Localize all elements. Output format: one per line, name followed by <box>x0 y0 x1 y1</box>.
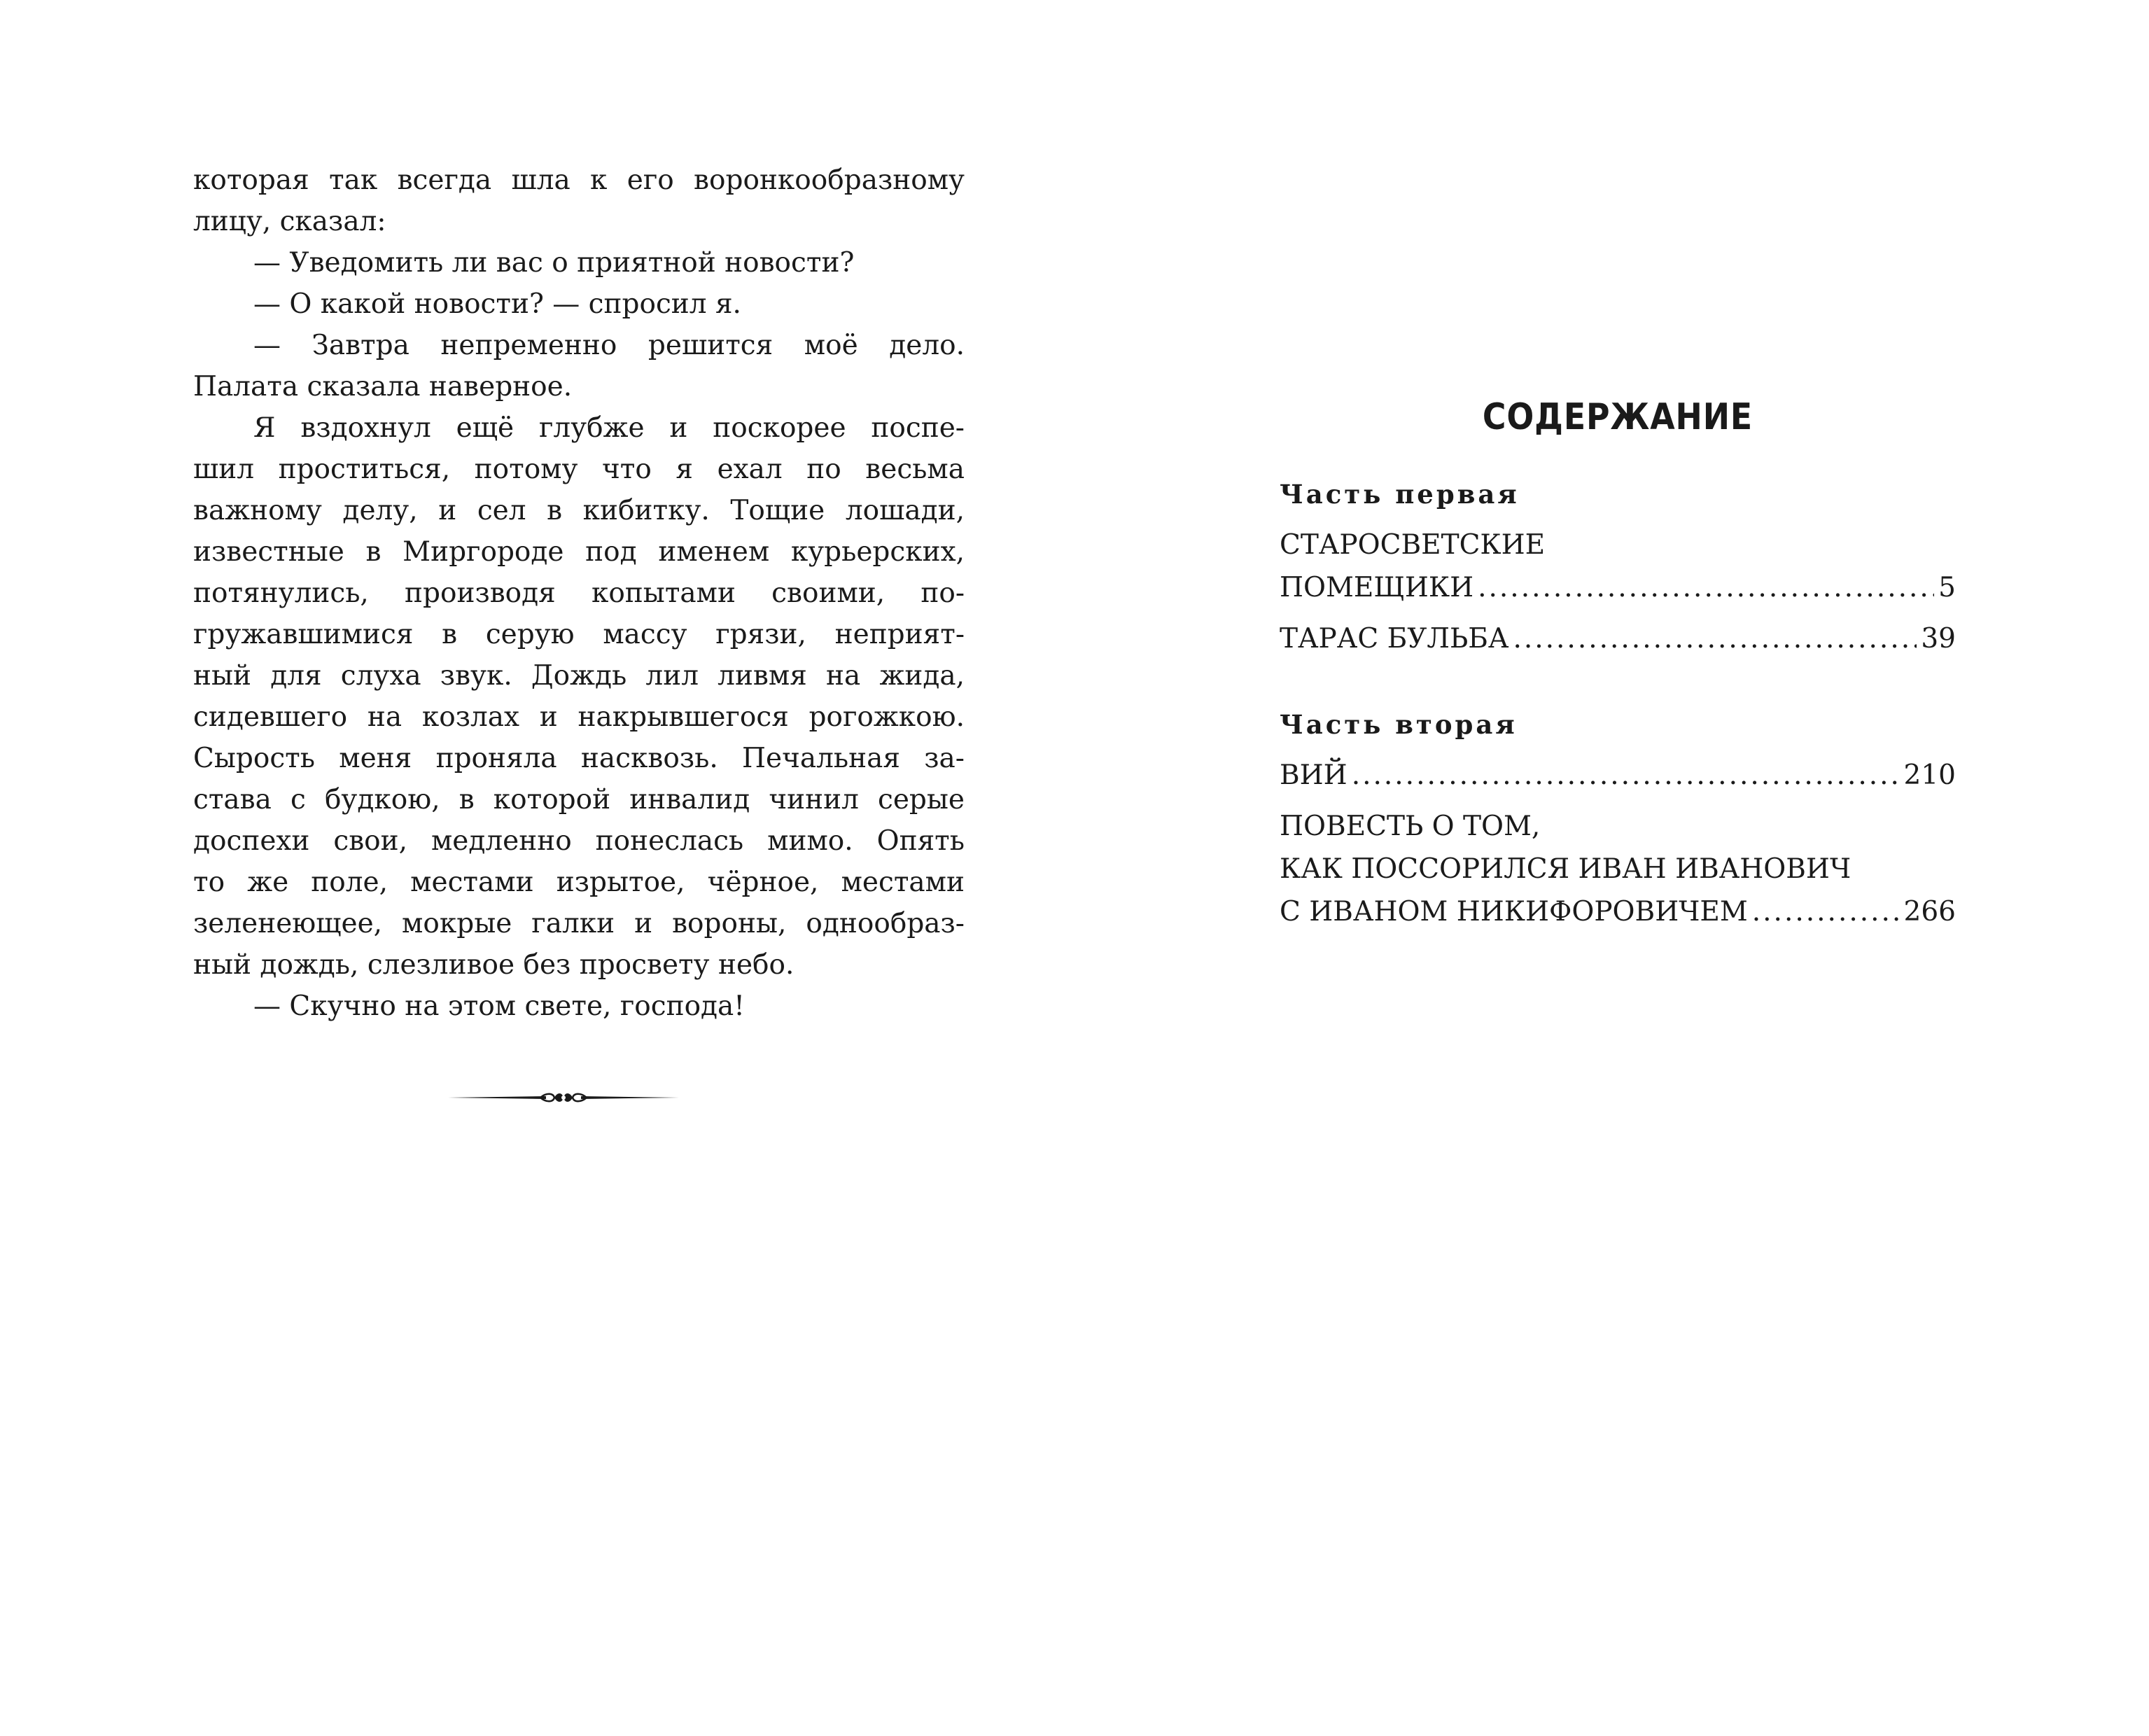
text-line: — Уведомить ли вас о приятной новости? <box>253 247 855 279</box>
part-label: Часть вторая <box>1280 709 1518 740</box>
toc-entry-page: 5 <box>1938 572 1956 603</box>
text-line: Палата сказала наверное. <box>193 371 573 402</box>
text-line: доспехи свои, медленно понеслась мимо. Опять <box>193 825 965 857</box>
text-line: потянулись, производя копытами своими, по- <box>193 578 965 609</box>
toc-entry[interactable] <box>1280 805 1956 933</box>
text-line: ный для слуха звук. Дождь лил ливмя на жида, <box>193 660 965 692</box>
text-line: Сырость меня проняла насквозь. Печальная за- <box>193 743 965 774</box>
dialogue-line <box>193 325 965 407</box>
toc-entry-title: ПОМЕЩИКИ <box>1280 572 1474 603</box>
dot-leader <box>1352 754 1900 797</box>
dot-leader <box>1478 566 1934 609</box>
text-line: — Скучно на этом свете, господа! <box>253 990 745 1022</box>
dot-leader <box>1513 617 1917 660</box>
end-ornament-icon <box>448 1088 679 1107</box>
text-line: сидевшего на козлах и накрывшегося рогожкою. <box>193 701 965 733</box>
dot-leader <box>1752 890 1900 933</box>
toc-entry-title-line: КАК ПОССОРИЛСЯ ИВАН ИВАНОВИЧ <box>1280 853 1851 885</box>
toc-entry-title-line: СТАРОСВЕТСКИЕ <box>1280 529 1546 561</box>
text-line: лицу, сказал: <box>193 206 386 237</box>
text-line: известные в Миргороде под именем курьерских, <box>193 536 965 568</box>
text-line: става с будкою, в которой инвалид чинил серые <box>193 784 965 816</box>
toc-title: СОДЕРЖАНИЕ <box>1482 396 1754 438</box>
text-line: — Завтра непременно решится моё дело. <box>253 330 965 361</box>
text-line: важному делу, и сел в кибитку. Тощие лошади, <box>193 495 965 526</box>
story-page <box>193 160 965 1027</box>
toc-entry-page: 266 <box>1903 896 1956 927</box>
part-spacer <box>1280 660 1956 704</box>
toc-entry-title: ВИЙ <box>1280 760 1348 791</box>
text-line: — О какой новости? — спросил я. <box>253 288 741 320</box>
toc-entry[interactable] <box>1280 617 1956 660</box>
text-line: Я вздохнул ещё глубже и поскорее поспе- <box>253 412 965 444</box>
part-label: Часть первая <box>1280 479 1520 510</box>
dialogue-line <box>193 986 965 1027</box>
text-line: то же поле, местами изрытое, чёрное, местами <box>193 867 965 898</box>
toc-entry[interactable] <box>1280 524 1956 609</box>
text-line: гружавшимися в серую массу грязи, неприят- <box>193 619 965 650</box>
toc-entry-title: ТАРАС БУЛЬБА <box>1280 623 1509 654</box>
text-line: шил проститься, потому что я ехал по весьма <box>193 454 965 485</box>
toc-entry-last-line <box>1280 617 1956 660</box>
table-of-contents <box>1280 392 1956 933</box>
toc-entry-title-line: ПОВЕСТЬ О ТОМ, <box>1280 811 1541 842</box>
toc-entry-last-line <box>1280 754 1956 797</box>
paragraph-continuation <box>193 160 965 242</box>
text-line: ный дождь, слезливое без просвету небо. <box>193 949 794 981</box>
dialogue-line <box>193 284 965 325</box>
toc-entry[interactable] <box>1280 754 1956 797</box>
toc-entry-title: С ИВАНОМ НИКИФОРОВИЧЕМ <box>1280 896 1748 927</box>
toc-entry-last-line <box>1280 566 1956 609</box>
toc-entry-last-line <box>1280 890 1956 933</box>
dialogue-line <box>193 242 965 284</box>
toc-entry-page: 210 <box>1903 760 1956 791</box>
text-line: которая так всегда шла к его воронкообразному <box>193 164 965 196</box>
toc-entry-page: 39 <box>1921 623 1956 654</box>
text-line: зеленеющее, мокрые галки и вороны, однообраз- <box>193 908 965 939</box>
paragraph-narrative <box>193 407 965 986</box>
